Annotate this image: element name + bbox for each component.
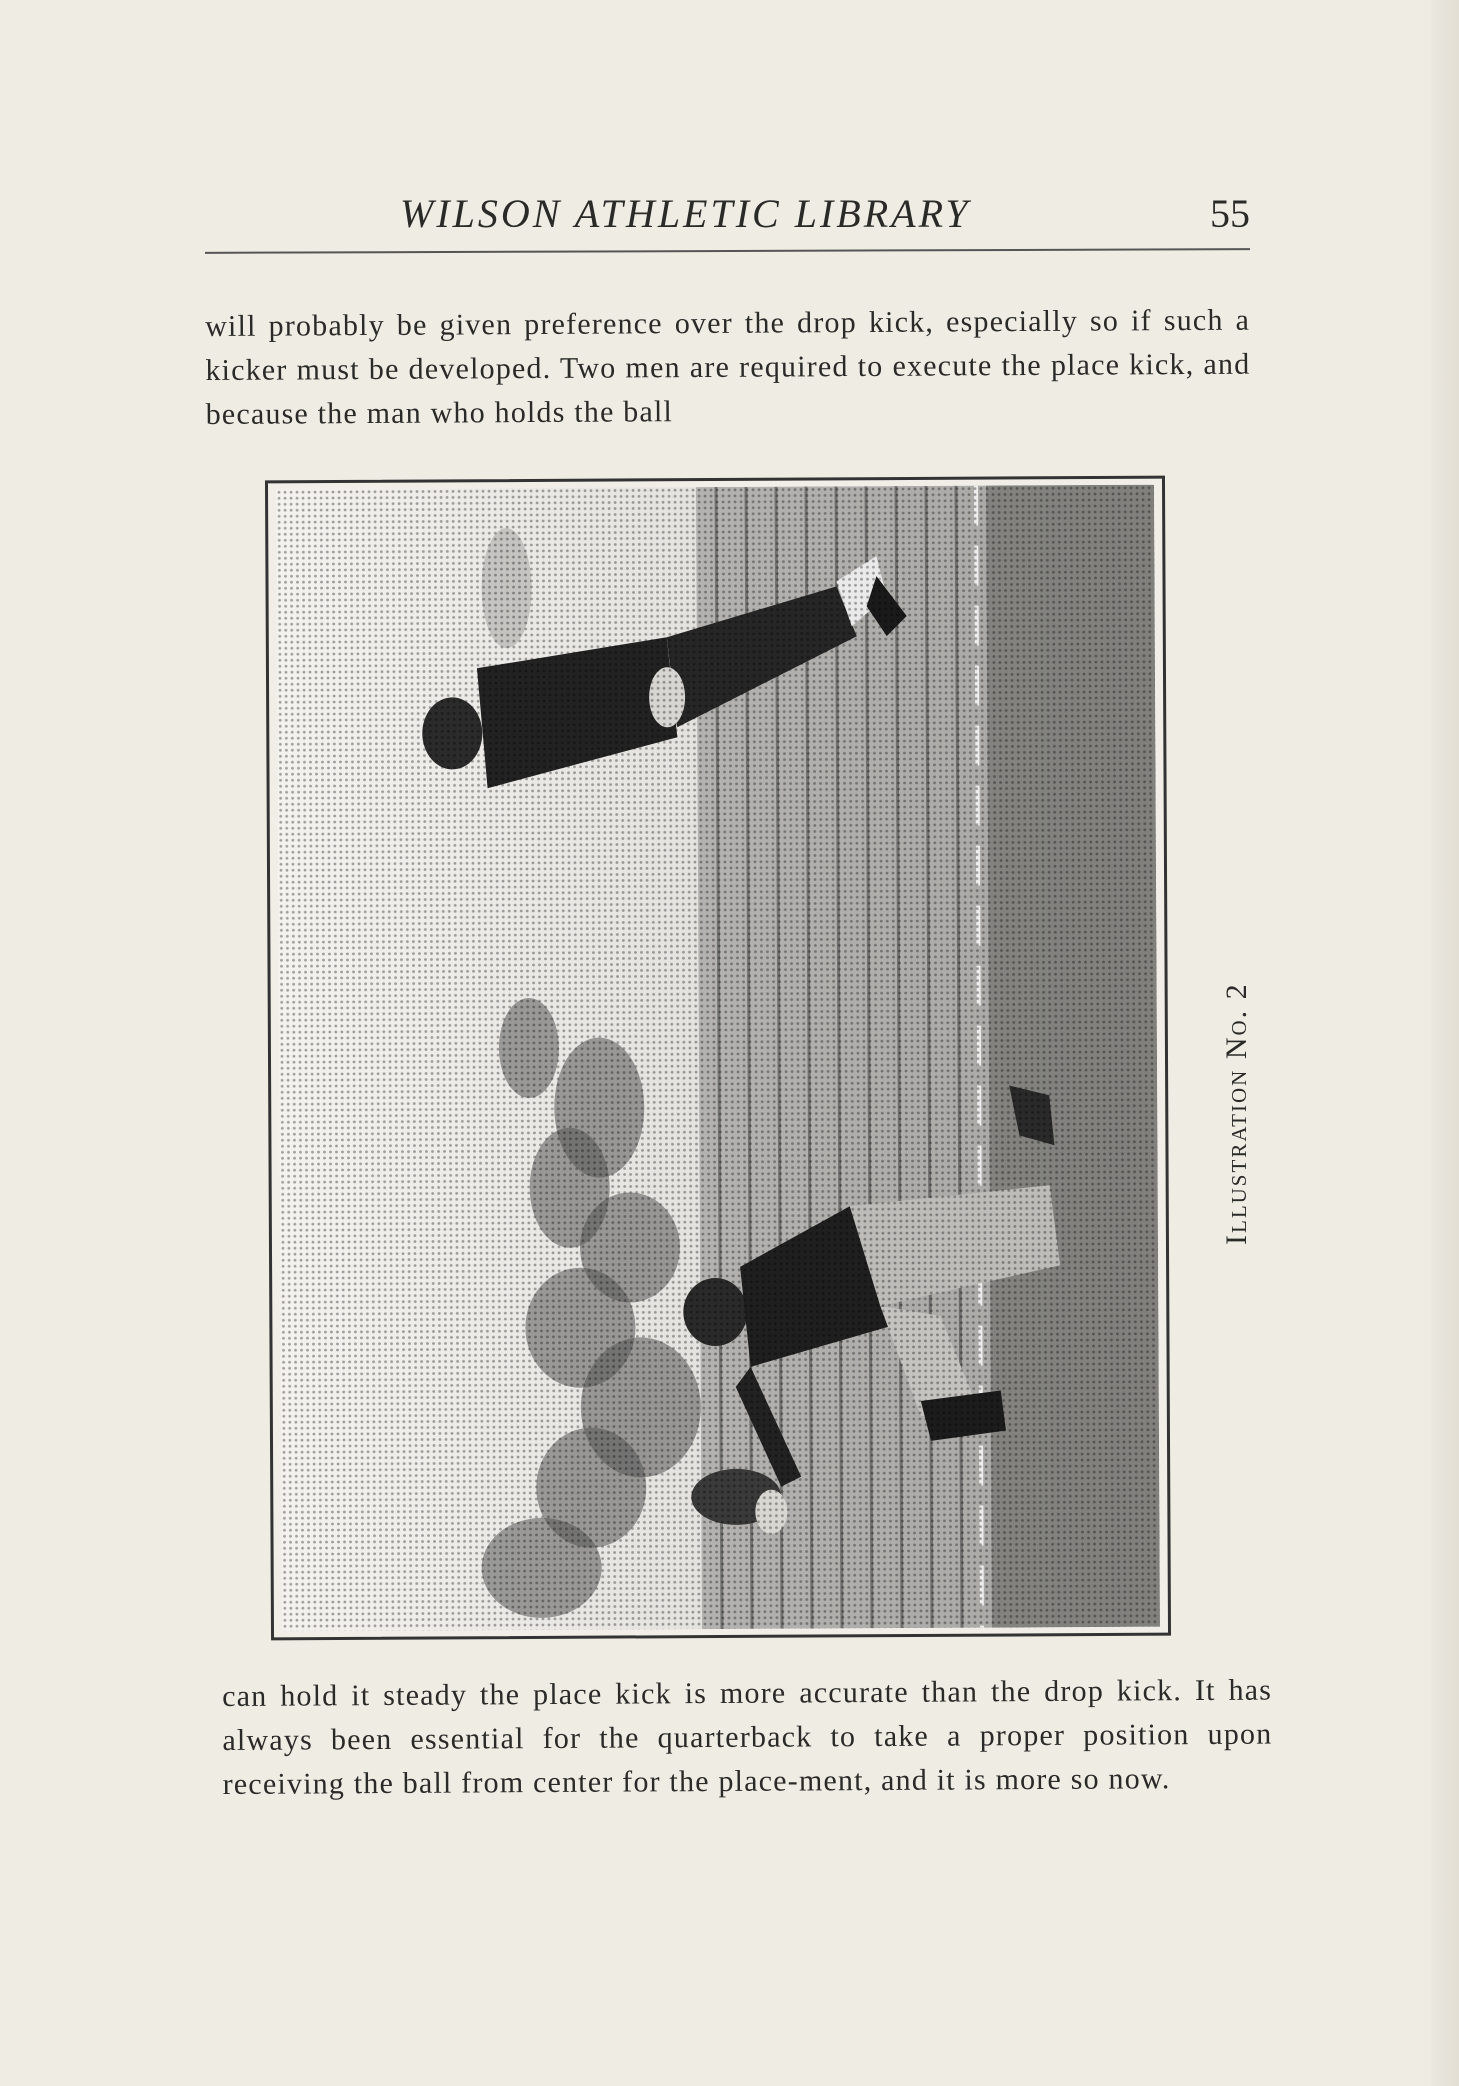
- running-header: [205, 190, 1250, 250]
- photograph-frame: [265, 476, 1171, 1641]
- page-number: 55: [1210, 191, 1250, 236]
- halftone-texture: [276, 485, 1160, 1632]
- halftone-photograph: [276, 485, 1160, 1632]
- body-paragraph-top: will probably be given preference over the drop kick, especially so if such a kicker must be developed. Two men are required to execute the place kick, and because the man who holds the ball: [205, 303, 1251, 431]
- body-paragraph-bottom: can hold it steady the place kick is more accurate than the drop kick. It has always been essential for the quarterback to take a proper position upon receiving the ball from center for the place-ment, and it is more so now.: [222, 1673, 1273, 1801]
- page-edge: [1431, 0, 1459, 2086]
- figure-caption-text: Illustration No. 2: [1220, 982, 1253, 1245]
- running-title: WILSON ATHLETIC LIBRARY: [400, 191, 971, 236]
